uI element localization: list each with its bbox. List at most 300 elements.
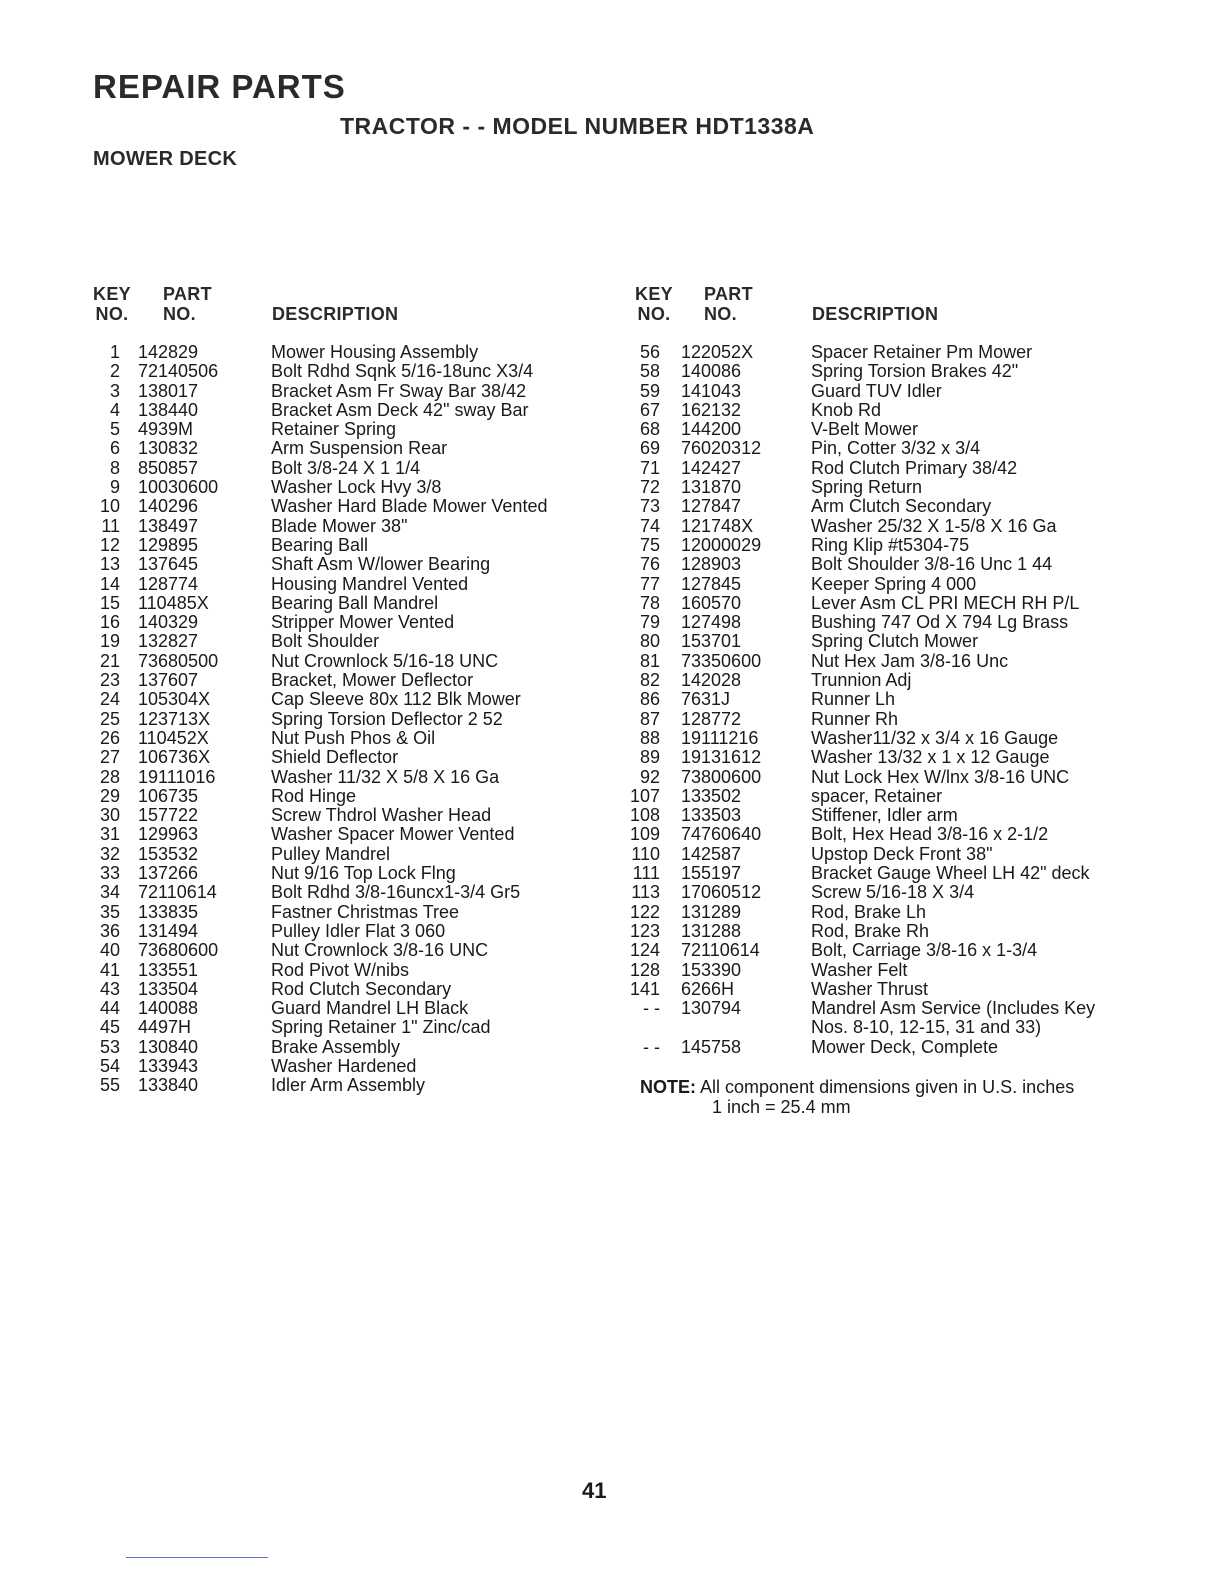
parts-row	[630, 1038, 1130, 1057]
parts-row	[90, 825, 590, 844]
part-number: 72110614	[138, 882, 217, 903]
key-number: 41	[99, 959, 120, 980]
part-description: Pulley Idler Flat 3 060	[271, 920, 446, 941]
key-number: 54	[99, 1055, 120, 1076]
part-description: Bolt, Carriage 3/8-16 x 1-3/4	[811, 940, 1038, 961]
parts-row	[90, 941, 590, 960]
parts-row	[90, 729, 590, 748]
part-number: 73680500	[138, 650, 219, 671]
part-description: Guard Mandrel LH Black	[271, 998, 469, 1019]
part-description: Lever Asm CL PRI MECH RH P/L	[811, 592, 1080, 613]
part-number: 72110614	[681, 940, 760, 961]
left-part-header-line1: PART	[163, 284, 212, 304]
part-description: Ring Klip #t5304-75	[811, 534, 970, 555]
parts-row	[630, 632, 1130, 651]
key-number: - -	[643, 1036, 660, 1057]
parts-row	[90, 845, 590, 864]
key-number: 122	[630, 901, 661, 922]
part-description: Screw 5/16-18 X 3/4	[811, 882, 975, 903]
note-line1: All component dimensions given in U.S. inches	[700, 1077, 1075, 1097]
key-number: 76	[639, 554, 660, 575]
part-number: 133504	[138, 978, 199, 999]
part-number: 131288	[681, 920, 742, 941]
parts-row	[90, 594, 590, 613]
parts-row	[630, 710, 1130, 729]
part-number: 105304X	[138, 689, 211, 710]
part-number: 72140506	[138, 361, 219, 382]
key-number: 110	[631, 843, 660, 864]
part-number: 130840	[138, 1036, 199, 1057]
key-number: 9	[109, 477, 120, 498]
part-description: Washer 11/32 X 5/8 X 16 Ga	[271, 766, 500, 787]
part-number: 106736X	[138, 747, 211, 768]
key-number: 92	[639, 766, 660, 787]
part-description: Washer Lock Hvy 3/8	[271, 477, 442, 498]
parts-row	[90, 748, 590, 767]
parts-row	[90, 632, 590, 651]
parts-row	[90, 439, 590, 458]
part-description: Upstop Deck Front 38"	[811, 843, 993, 864]
key-number: 113	[631, 882, 660, 903]
part-number: 127845	[681, 573, 742, 594]
key-number: 123	[630, 920, 661, 941]
parts-row	[630, 845, 1130, 864]
part-description: Washer 13/32 x 1 x 12 Gauge	[811, 747, 1050, 768]
parts-row	[90, 497, 590, 516]
part-number: 129895	[138, 534, 199, 555]
part-description: Bracket Asm Fr Sway Bar 38/42	[271, 380, 527, 401]
parts-row	[90, 922, 590, 941]
parts-row	[90, 478, 590, 497]
part-number: 74760640	[681, 824, 762, 845]
key-number: 11	[101, 515, 120, 536]
parts-row	[90, 806, 590, 825]
right-part-header-line2: NO.	[704, 304, 737, 324]
part-number: 76020312	[681, 438, 762, 459]
key-number: 36	[99, 920, 120, 941]
part-description: Cap Sleeve 80x 112 Blk Mower	[271, 689, 521, 710]
part-description: Arm Clutch Secondary	[811, 496, 992, 517]
parts-row	[630, 980, 1130, 999]
part-description: Rod Hinge	[271, 785, 357, 806]
parts-row	[630, 941, 1130, 960]
key-number: 3	[109, 380, 120, 401]
key-number: 86	[639, 689, 660, 710]
key-number: 80	[639, 631, 660, 652]
key-number: 16	[99, 612, 120, 633]
part-number: 128772	[681, 708, 742, 729]
key-number: 6	[109, 438, 120, 459]
key-number: 108	[630, 805, 661, 826]
parts-row	[630, 652, 1130, 671]
note-line2: 1 inch = 25.4 mm	[712, 1097, 851, 1117]
parts-row	[90, 517, 590, 536]
key-number: 29	[99, 785, 120, 806]
footer-rule	[126, 1557, 268, 1558]
part-description: Blade Mower 38"	[271, 515, 408, 536]
part-description: Bracket, Mower Deflector	[271, 670, 474, 691]
part-description: Mower Deck, Complete	[811, 1036, 999, 1057]
part-number: 17060512	[681, 882, 762, 903]
key-number: 14	[99, 573, 120, 594]
part-description: Spring Torsion Brakes 42"	[811, 361, 1019, 382]
parts-row	[90, 999, 590, 1018]
part-number: 140086	[681, 361, 742, 382]
part-description: Arm Suspension Rear	[271, 438, 448, 459]
parts-row	[90, 1076, 590, 1095]
part-number: 127847	[681, 496, 742, 517]
part-number: 137266	[138, 863, 199, 884]
parts-row	[630, 478, 1130, 497]
part-number: 110452X	[138, 727, 209, 748]
part-number: 137645	[138, 554, 199, 575]
key-number: 23	[99, 670, 120, 691]
right-key-header-line1: KEY	[635, 284, 673, 304]
key-number: 28	[99, 766, 120, 787]
part-description: Idler Arm Assembly	[271, 1075, 426, 1096]
part-description: Bolt, Hex Head 3/8-16 x 2-1/2	[811, 824, 1049, 845]
page-title: REPAIR PARTS	[93, 68, 346, 105]
part-description: Bolt Rdhd Sqnk 5/16-18unc X3/4	[271, 361, 534, 382]
part-number: 73350600	[681, 650, 762, 671]
key-number: 8	[109, 457, 120, 478]
note-label: NOTE:	[640, 1077, 696, 1097]
part-number: 138440	[138, 399, 199, 420]
parts-row	[630, 536, 1130, 555]
part-description: Bolt Shoulder	[271, 631, 380, 652]
key-number: 56	[639, 342, 660, 362]
part-description: Nut Push Phos & Oil	[271, 727, 436, 748]
parts-row	[630, 864, 1130, 883]
key-number: 82	[639, 670, 660, 691]
part-number: 137607	[138, 670, 199, 691]
part-description: Pulley Mandrel	[271, 843, 391, 864]
parts-row	[90, 382, 590, 401]
key-number: 88	[639, 727, 660, 748]
part-number: 128903	[681, 554, 742, 575]
part-description: Fastner Christmas Tree	[271, 901, 460, 922]
key-number: 124	[630, 940, 661, 961]
parts-row	[90, 343, 590, 362]
key-number: 35	[99, 901, 120, 922]
parts-row	[630, 575, 1130, 594]
key-number: 4	[109, 399, 120, 420]
key-number: 89	[639, 747, 660, 768]
parts-row	[90, 864, 590, 883]
part-description: Spring Retainer 1" Zinc/cad	[271, 1017, 491, 1038]
key-number: 107	[630, 785, 661, 806]
part-number: 122052X	[681, 342, 754, 362]
part-number: 12000029	[681, 534, 762, 555]
parts-row	[630, 555, 1130, 574]
part-number: 130794	[681, 998, 742, 1019]
part-description: Mower Housing Assembly	[271, 342, 479, 362]
part-number: 7631J	[681, 689, 731, 710]
part-description: spacer, Retainer	[811, 785, 943, 806]
key-number: 34	[99, 882, 120, 903]
part-number: 153532	[138, 843, 199, 864]
part-number: 160570	[681, 592, 742, 613]
parts-row	[630, 903, 1130, 922]
part-description: Runner Rh	[811, 708, 899, 729]
part-description: Rod Pivot W/nibs	[271, 959, 410, 980]
part-number: 142829	[138, 342, 199, 362]
left-part-header	[163, 284, 212, 324]
part-description: Nut Hex Jam 3/8-16 Unc	[811, 650, 1009, 671]
part-description: V-Belt Mower	[811, 419, 919, 440]
key-number: 59	[639, 380, 660, 401]
parts-row	[90, 980, 590, 999]
left-key-header-line2: NO.	[95, 304, 129, 324]
right-part-header-line1: PART	[704, 284, 753, 304]
part-number: 131494	[138, 920, 199, 941]
dimension-note	[640, 1077, 1074, 1117]
parts-row	[630, 748, 1130, 767]
part-description: Spring Return	[811, 477, 923, 498]
parts-row	[630, 787, 1130, 806]
parts-row	[630, 671, 1130, 690]
part-number: 127498	[681, 612, 742, 633]
parts-row	[630, 883, 1130, 902]
part-number: 110485X	[138, 592, 209, 613]
part-description: Knob Rd	[811, 399, 882, 420]
left-key-header	[92, 284, 132, 324]
part-description: Nut Crownlock 5/16-18 UNC	[271, 650, 499, 671]
parts-row	[630, 439, 1130, 458]
part-number: 140088	[138, 998, 199, 1019]
right-parts-list	[630, 343, 1130, 1057]
part-description: Bolt 3/8-24 X 1 1/4	[271, 457, 421, 478]
part-description: Washer Hard Blade Mower Vented	[271, 496, 548, 517]
key-number: 72	[639, 477, 660, 498]
parts-row	[90, 459, 590, 478]
left-description-header: DESCRIPTION	[272, 304, 399, 324]
key-number: 73	[639, 496, 660, 517]
parts-row	[630, 961, 1130, 980]
part-description: Retainer Spring	[271, 419, 397, 440]
part-description: Rod Clutch Primary 38/42	[811, 457, 1018, 478]
part-description: Rod, Brake Rh	[811, 920, 930, 941]
part-description: Brake Assembly	[271, 1036, 401, 1057]
part-description: Runner Lh	[811, 689, 896, 710]
part-number: 153390	[681, 959, 742, 980]
key-number: 26	[99, 727, 120, 748]
parts-row	[90, 787, 590, 806]
parts-row	[630, 825, 1130, 844]
key-number: 31	[99, 824, 120, 845]
part-number: 132827	[138, 631, 199, 652]
key-number: 40	[99, 940, 120, 961]
part-description: Spacer Retainer Pm Mower	[811, 342, 1033, 362]
part-number: 145758	[681, 1036, 742, 1057]
parts-row	[90, 1018, 590, 1037]
part-number: 140296	[138, 496, 199, 517]
key-number: 27	[99, 747, 120, 768]
part-description: Spring Torsion Deflector 2 52	[271, 708, 503, 729]
part-description: Washer11/32 x 3/4 x 16 Gauge	[811, 727, 1059, 748]
part-description: Guard TUV Idler	[811, 380, 942, 401]
parts-row	[630, 613, 1130, 632]
part-description: Washer 25/32 X 1-5/8 X 16 Ga	[811, 515, 1057, 536]
part-number: 850857	[138, 457, 199, 478]
parts-row	[630, 922, 1130, 941]
part-number: 129963	[138, 824, 199, 845]
right-part-header	[704, 284, 753, 324]
key-number: 33	[99, 863, 120, 884]
parts-row	[630, 690, 1130, 709]
parts-row	[630, 497, 1130, 516]
part-number: 130832	[138, 438, 199, 459]
key-number: 2	[109, 361, 120, 382]
key-number: 87	[639, 708, 660, 729]
part-number: 133503	[681, 805, 742, 826]
parts-row	[90, 575, 590, 594]
part-description: Bolt Rdhd 3/8-16uncx1-3/4 Gr5	[271, 882, 521, 903]
part-description: Housing Mandrel Vented	[271, 573, 469, 594]
part-number: 142587	[681, 843, 742, 864]
key-number: 81	[639, 650, 660, 671]
part-description: Spring Clutch Mower	[811, 631, 979, 652]
parts-row	[90, 555, 590, 574]
parts-row	[630, 806, 1130, 825]
parts-row	[630, 729, 1130, 748]
part-number: 6266H	[681, 978, 735, 999]
part-description: Stripper Mower Vented	[271, 612, 455, 633]
parts-row	[90, 362, 590, 381]
part-number: 133551	[138, 959, 199, 980]
part-number: 131870	[681, 477, 742, 498]
model-subtitle: TRACTOR - - MODEL NUMBER HDT1338A	[340, 113, 815, 139]
parts-row	[90, 710, 590, 729]
part-number: 141043	[681, 380, 742, 401]
parts-row	[630, 362, 1130, 381]
key-number: 141	[630, 978, 661, 999]
part-description: Trunnion Adj	[811, 670, 912, 691]
parts-row	[630, 999, 1130, 1018]
key-number: 71	[639, 457, 660, 478]
part-description: Washer Felt	[811, 959, 908, 980]
part-number: 133835	[138, 901, 199, 922]
parts-row	[90, 1057, 590, 1076]
part-number: 131289	[681, 901, 742, 922]
part-number: 162132	[681, 399, 742, 420]
key-number: 74	[639, 515, 660, 536]
key-number: 45	[99, 1017, 120, 1038]
part-number: 128774	[138, 573, 199, 594]
part-number: 10030600	[138, 477, 219, 498]
parts-row	[630, 1018, 1130, 1037]
key-number: 67	[639, 399, 660, 420]
key-number: - -	[643, 998, 660, 1019]
part-description: Mandrel Asm Service (Includes Key	[811, 998, 1096, 1019]
parts-row	[90, 883, 590, 902]
part-number: 142427	[681, 457, 742, 478]
key-number: 12	[99, 534, 120, 555]
parts-row	[630, 459, 1130, 478]
part-number: 123713X	[138, 708, 211, 729]
part-description: Nut Crownlock 3/8-16 UNC	[271, 940, 489, 961]
part-description: Shield Deflector	[271, 747, 399, 768]
key-number: 15	[99, 592, 120, 613]
part-description: Screw Thdrol Washer Head	[271, 805, 492, 826]
key-number: 30	[99, 805, 120, 826]
key-number: 111	[632, 863, 660, 884]
right-key-header	[634, 284, 674, 324]
parts-row	[90, 671, 590, 690]
part-number: 142028	[681, 670, 742, 691]
parts-row	[90, 1038, 590, 1057]
page-number: 41	[582, 1478, 607, 1503]
parts-row	[90, 690, 590, 709]
part-description: Washer Hardened	[271, 1055, 417, 1076]
key-number: 109	[630, 824, 661, 845]
parts-row	[90, 652, 590, 671]
part-number: 133840	[138, 1075, 199, 1096]
part-number: 140329	[138, 612, 199, 633]
key-number: 128	[630, 959, 661, 980]
parts-row	[630, 768, 1130, 787]
parts-row	[630, 420, 1130, 439]
key-number: 79	[639, 612, 660, 633]
part-description: Bracket Gauge Wheel LH 42" deck	[811, 863, 1090, 884]
part-number: 133943	[138, 1055, 199, 1076]
part-description: Washer Thrust	[811, 978, 929, 999]
parts-row	[90, 401, 590, 420]
key-number: 25	[99, 708, 120, 729]
part-description: Shaft Asm W/lower Bearing	[271, 554, 491, 575]
part-description: Rod, Brake Lh	[811, 901, 927, 922]
part-description: Nos. 8-10, 12-15, 31 and 33)	[811, 1017, 1042, 1038]
part-number: 19131612	[681, 747, 762, 768]
part-number: 133502	[681, 785, 742, 806]
parts-row	[90, 768, 590, 787]
part-number: 121748X	[681, 515, 754, 536]
right-key-header-line2: NO.	[637, 304, 671, 324]
parts-row	[90, 420, 590, 439]
key-number: 10	[99, 496, 120, 517]
parts-row	[90, 536, 590, 555]
part-number: 4497H	[138, 1017, 192, 1038]
parts-row	[90, 613, 590, 632]
part-number: 106735	[138, 785, 199, 806]
part-number: 4939M	[138, 419, 194, 440]
part-description: Washer Spacer Mower Vented	[271, 824, 515, 845]
part-number: 138497	[138, 515, 199, 536]
key-number: 78	[639, 592, 660, 613]
key-number: 55	[99, 1075, 120, 1096]
key-number: 44	[99, 998, 120, 1019]
left-parts-list	[90, 343, 590, 1096]
part-description: Nut 9/16 Top Lock Flng	[271, 863, 456, 884]
section-title: MOWER DECK	[93, 148, 238, 170]
key-number: 53	[99, 1036, 120, 1057]
key-number: 77	[639, 573, 660, 594]
parts-row	[90, 961, 590, 980]
part-description: Rod Clutch Secondary	[271, 978, 452, 999]
left-key-header-line1: KEY	[93, 284, 131, 304]
left-part-header-line2: NO.	[163, 304, 196, 324]
part-number: 73680600	[138, 940, 219, 961]
key-number: 58	[639, 361, 660, 382]
part-description: Pin, Cotter 3/32 x 3/4	[811, 438, 981, 459]
part-description: Bearing Ball Mandrel	[271, 592, 439, 613]
right-description-header: DESCRIPTION	[812, 304, 939, 324]
parts-row	[630, 517, 1130, 536]
key-number: 43	[99, 978, 120, 999]
part-number: 155197	[681, 863, 742, 884]
parts-row	[90, 903, 590, 922]
key-number: 75	[639, 534, 660, 555]
